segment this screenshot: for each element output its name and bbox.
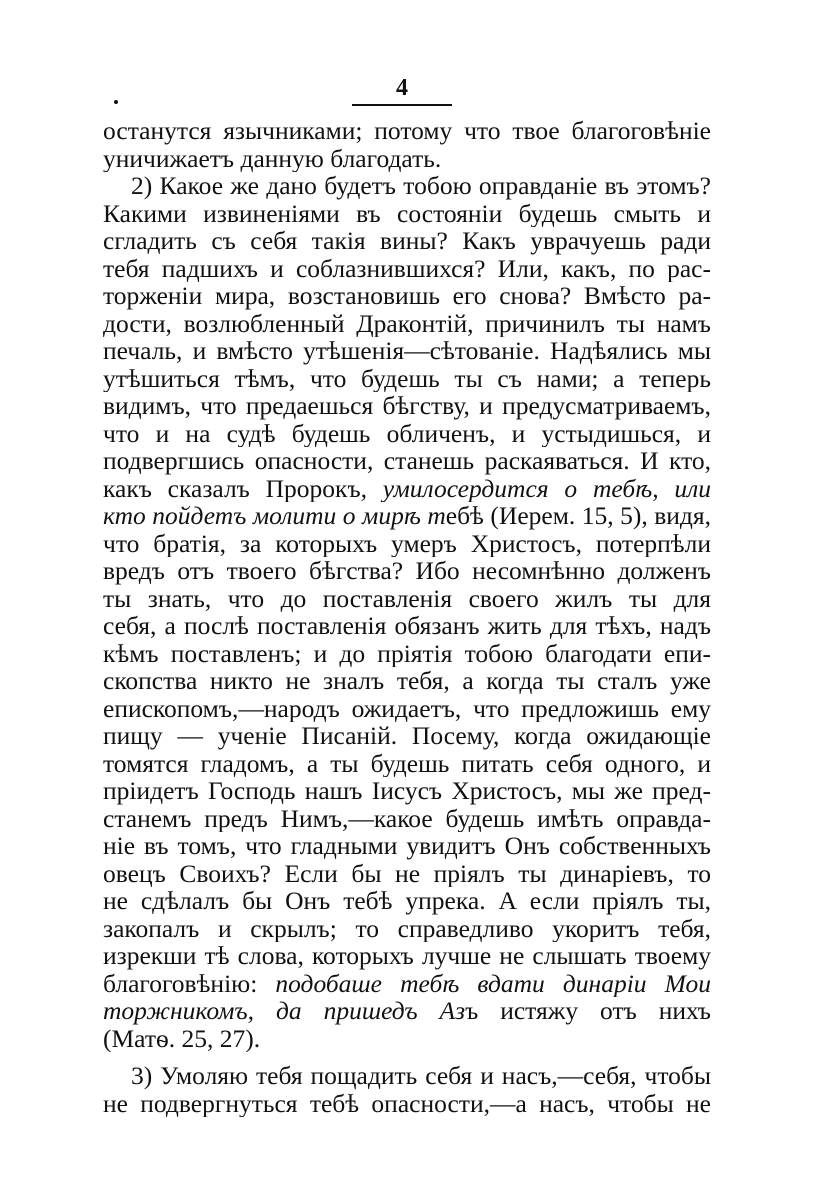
text-line: останутся язычниками; потому что твое благоговѣніе	[103, 117, 711, 145]
text-line: скопства никто не зналъ тебя, а когда ты сталъ уже	[103, 667, 711, 695]
text-line: дости, возлюбленный Драконтій, причинилъ ты намъ	[103, 309, 711, 337]
text-line: торженіи мира, возстановишь его снова? Вмѣсто ра-	[103, 282, 711, 310]
text-line: кто пойдетъ молити о мирѣ тебѣ (Иерем. 15, 5), видя,	[103, 502, 711, 530]
text-line: какъ сказалъ Пророкъ, умилосердится о тебѣ, или	[103, 474, 711, 502]
text-line: станемъ предъ Нимъ,—какое будешь имѣть оправда-	[103, 804, 711, 832]
text-line: не сдѣлалъ бы Онъ тебѣ упрека. А если пріялъ ты,	[103, 887, 711, 915]
text-line: не подвергнуться тебѣ опасности,—а насъ, чтобы не	[103, 1089, 711, 1117]
text-line: овецъ Своихъ? Если бы не пріялъ ты динаріевъ, то	[103, 859, 711, 887]
text-line: утѣшиться тѣмъ, что будешь ты съ нами; а теперь	[103, 364, 711, 392]
text-line: тебя падшихъ и соблазнившихся? Или, какъ, по рас-	[103, 254, 711, 282]
text-line: сгладить съ себя такія вины? Какъ уврачуешь ради	[103, 227, 711, 255]
text-line: пріидетъ Господь нашъ Іисусъ Христосъ, мы же пред-	[103, 777, 711, 805]
text-line: печаль, и вмѣсто утѣшенія—сѣтованіе. Надѣялись мы	[103, 337, 711, 365]
text-line: (Матѳ. 25, 27).	[103, 1024, 261, 1052]
header-rule	[352, 104, 452, 106]
text-line: Какими извиненіями въ состояніи будешь смыть и	[103, 199, 711, 227]
text-line: ты знать, что до поставленія своего жилъ ты для	[103, 584, 711, 612]
body-text	[103, 117, 711, 1117]
text-line: изрекши тѣ слова, которыхъ лучше не слышать твоему	[103, 942, 711, 970]
text-line: видимъ, что предаешься бѣгству, и предусматриваемъ,	[103, 392, 711, 420]
text-line: себя, а послѣ поставленія обязанъ жить для тѣхъ, надъ	[103, 612, 711, 640]
text-line: епископомъ,—народъ ожидаетъ, что предложишь ему	[103, 694, 711, 722]
text-line: 3) Умоляю тебя пощадить себя и насъ,—себя, чтобы	[131, 1062, 711, 1090]
text-line: благоговѣнію: подобаше тебѣ вдати динаріи Мои	[103, 969, 711, 997]
text-line: пищу — ученіе Писаній. Посему, когда ожидающіе	[103, 722, 711, 750]
text-line: торжникомъ, да пришедъ Азъ истяжу отъ нихъ	[103, 997, 711, 1025]
page-number: 4	[396, 75, 408, 101]
text-line: что и на судѣ будешь обличенъ, и устыдишься, и	[103, 419, 711, 447]
text-line: кѣмъ поставленъ; и до пріятія тобою благодати епи-	[103, 639, 711, 667]
text-line: подвергшись опасности, станешь раскаяваться. И кто,	[103, 447, 711, 475]
text-line: томятся гладомъ, а ты будешь питать себя одного, и	[103, 749, 711, 777]
text-line: что братія, за которыхъ умеръ Христосъ, потерпѣли	[103, 529, 711, 557]
text-line: ніе въ томъ, что гладными увидитъ Онъ собственныхъ	[103, 832, 711, 860]
margin-dot	[114, 100, 118, 104]
text-line: вредъ отъ твоего бѣгства? Ибо несомнѣнно долженъ	[103, 557, 711, 585]
text-line: закопалъ и скрылъ; то справедливо укоритъ тебя,	[103, 914, 711, 942]
text-line: уничижаетъ данную благодать.	[103, 144, 442, 172]
text-line: 2) Какое же дано будетъ тобою оправданіе въ этомъ?	[131, 172, 711, 200]
